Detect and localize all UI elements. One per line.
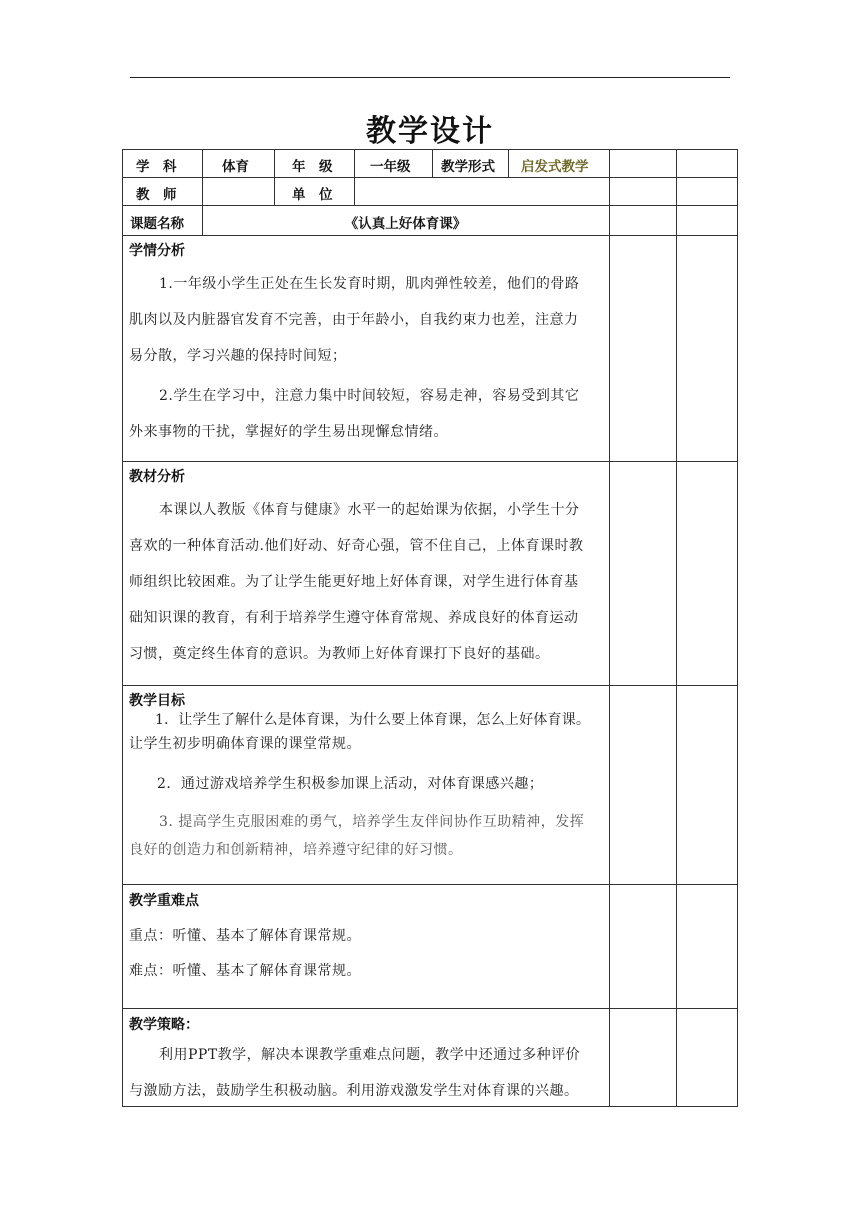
row-line [122,685,738,686]
row-line [122,461,738,462]
lesson-title: 《认真上好体育课》 [344,216,467,232]
text-line: 3. 提高学生克服困难的勇气，培养学生友伴间协作互助精神，发挥 [159,814,585,830]
text-line: 利用PPT教学，解决本课教学重难点问题，教学中还通过多种评价 [159,1047,581,1063]
text-line: 良好的创造力和创新精神，培养遵守纪律的好习惯。 [129,842,463,858]
text-line: 肌肉以及内脏器官发育不完善，由于年龄小，自我约束力也差，注意力 [129,312,579,328]
key-point: 重点：听懂、基本了解体育课常规。 [129,928,361,944]
text-line: 喜欢的一种体育活动.他们好动、好奇心强，管不住自己，上体育课时教 [129,538,584,554]
text-line: 师组织比较困难。为了让学生能更好地上好体育课，对学生进行体育基 [129,574,579,590]
material-analysis-text [129,492,609,672]
col-line [676,149,677,1106]
text-line: 1．让学生了解什么是体育课，为什么要上体育课，怎么上好体育课。 [155,712,591,728]
page-title: 教学设计 [366,114,494,149]
row-line [122,177,738,178]
text-line: 础知识课的教育，有利于培养学生遵守体育常规、养成良好的体育运动 [129,610,579,626]
text-line: 本课以人教版《体育与健康》水平一的起始课为依据，小学生十分 [159,502,580,518]
text-line: 与激励方法，鼓励学生积极动脑。利用游戏激发学生对体育课的兴趣。 [129,1083,579,1099]
lesson-label: 课题名称 [130,216,184,232]
strategy-heading: 教学策略： [129,1017,199,1033]
teacher-label: 教 师 [136,187,177,203]
row-line [122,884,738,885]
grade-label: 年 级 [292,159,333,175]
text-line: 2．通过游戏培养学生积极参加课上活动，对体育课感兴趣； [157,776,544,792]
text-line: 2.学生在学习中，注意力集中时间较短，容易走神，容易受到其它 [159,388,580,404]
objectives-text [129,708,609,862]
student-analysis-text [129,266,609,450]
col-line [274,149,275,205]
form-label: 教学形式 [441,159,495,175]
grade-value: 一年级 [370,159,411,175]
text-line: 让学生初步明确体育课的课堂常规。 [129,736,361,752]
text-line: 习惯，奠定终生体育的意识。为教师上好体育课打下良好的基础。 [129,646,550,662]
unit-label: 单 位 [292,187,333,203]
row-line [122,1008,738,1009]
form-value: 启发式教学 [521,159,589,175]
col-line [508,149,509,177]
key-points-heading: 教学重难点 [129,893,199,909]
subject-value: 体育 [222,159,249,175]
strategy-text [129,1037,609,1109]
col-line [354,149,355,205]
difficult-point: 难点：听懂、基本了解体育课常规。 [129,963,361,979]
header-rule [130,77,730,78]
col-line [609,149,610,1106]
objectives-heading: 教学目标 [129,693,185,709]
text-line: 外来事物的干扰，掌握好的学生易出现懈怠情绪。 [129,424,448,440]
text-line: 1.一年级小学生正处在生长发育时期，肌肉弹性较差，他们的骨路 [159,276,580,292]
subject-label: 学 科 [136,159,177,175]
col-line [432,149,433,177]
col-line [202,149,203,205]
material-analysis-heading: 教材分析 [129,469,185,485]
row-line [122,235,738,236]
row-line [122,205,738,206]
student-analysis-heading: 学情分析 [129,243,185,259]
text-line: 易分散，学习兴趣的保持时间短； [129,348,347,364]
